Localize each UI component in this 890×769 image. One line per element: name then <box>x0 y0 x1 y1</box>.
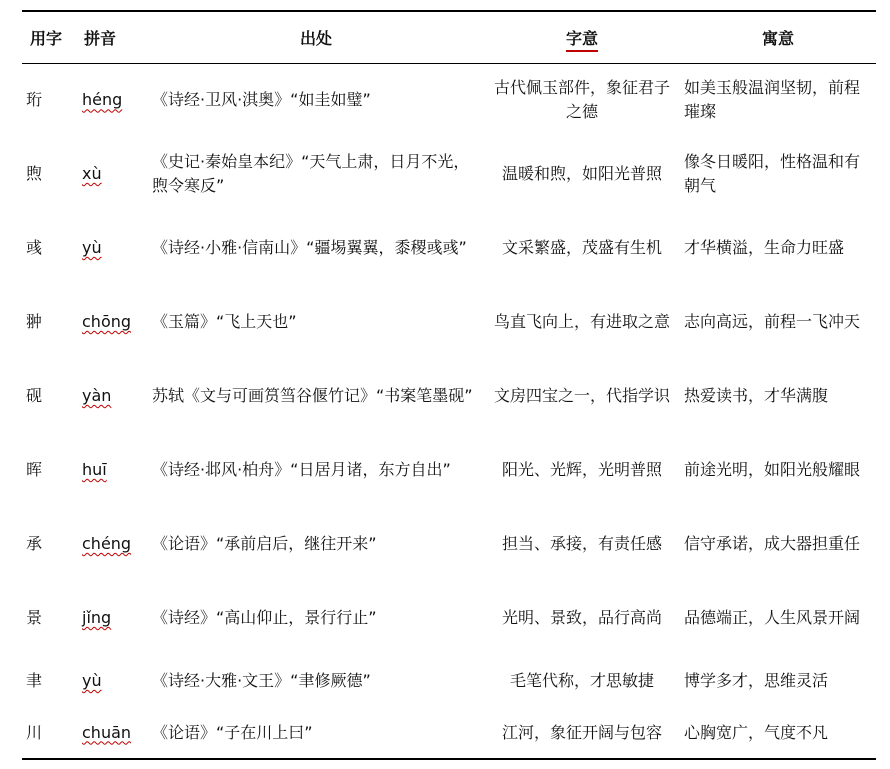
table-row <box>22 581 876 655</box>
meaning-cell: 毛笔代称，才思敏捷 <box>509 671 654 690</box>
char-cell: 翀 <box>26 312 43 331</box>
source-cell: 《论语》“子在川上曰” <box>152 722 313 742</box>
pinyin-cell <box>78 285 148 359</box>
implication-cell: 心胸宽广，气度不凡 <box>684 722 829 742</box>
implication-cell: 志向高远，前程一飞冲天 <box>684 312 861 331</box>
table-row <box>22 137 876 211</box>
meaning-cell: 古代佩玉部件，象征君子之德 <box>493 78 670 122</box>
table-header-row <box>22 11 876 63</box>
pinyin-text: yù <box>82 238 102 257</box>
meaning-cell: 文采繁盛，茂盛有生机 <box>501 238 662 257</box>
pinyin-cell <box>78 211 148 285</box>
table-row <box>22 655 876 707</box>
char-cell: 承 <box>26 534 43 553</box>
char-cell: 砚 <box>26 386 43 405</box>
pinyin-text: yàn <box>82 386 112 405</box>
source-cell: 《诗经》“高山仰止，景行行止” <box>152 608 377 627</box>
char-cell: 晖 <box>26 460 43 479</box>
meaning-cell: 鸟直飞向上，有进取之意 <box>493 312 670 331</box>
table-row <box>22 63 876 137</box>
char-cell: 景 <box>26 608 43 627</box>
pinyin-text: chéng <box>82 534 132 553</box>
pinyin-text: chōng <box>82 312 132 331</box>
meaning-cell: 文房四宝之一，代指学识 <box>493 386 670 405</box>
source-cell: 苏轼《文与可画筼筜谷偃竹记》“书案笔墨砚” <box>152 386 473 405</box>
source-cell: 《玉篇》“飞上天也” <box>152 312 297 331</box>
implication-cell: 如美玉般温润坚韧，前程璀璨 <box>684 78 861 122</box>
pinyin-cell <box>78 433 148 507</box>
source-cell: 《史记·秦始皇本纪》“天气上肃，日月不光，煦令寒反” <box>152 152 470 195</box>
pinyin-text: chuān <box>82 722 132 742</box>
meaning-cell: 温暖和煦，如阳光普照 <box>501 164 662 183</box>
pinyin-cell <box>78 655 148 707</box>
table-row <box>22 507 876 581</box>
source-cell: 《诗经·大雅·文王》“聿修厥德” <box>152 671 371 690</box>
source-cell: 《诗经·卫风·淇奥》“如圭如璧” <box>152 90 371 110</box>
pinyin-cell <box>78 581 148 655</box>
pinyin-cell <box>78 359 148 433</box>
table-row <box>22 359 876 433</box>
pinyin-cell <box>78 137 148 211</box>
header-char: 用字 <box>30 28 63 48</box>
pinyin-text: huī <box>82 460 107 479</box>
implication-cell: 博学多才，思维灵活 <box>684 671 829 690</box>
pinyin-text: yù <box>82 671 102 690</box>
pinyin-cell <box>78 63 148 137</box>
table-row <box>22 285 876 359</box>
meaning-cell: 担当、承接，有责任感 <box>501 534 662 553</box>
header-source: 出处 <box>299 28 332 48</box>
char-cell: 彧 <box>26 238 43 257</box>
source-cell: 《诗经·小雅·信南山》“疆埸翼翼，黍稷彧彧” <box>152 238 467 257</box>
implication-cell: 才华横溢，生命力旺盛 <box>684 238 845 257</box>
char-cell: 聿 <box>26 671 43 690</box>
header-meaning-label: 字意 <box>566 29 598 52</box>
char-cell: 川 <box>26 722 43 742</box>
name-characters-table <box>22 10 876 760</box>
source-cell: 《论语》“承前启后，继往开来” <box>152 534 377 553</box>
header-implication: 寓意 <box>761 28 794 48</box>
char-cell: 珩 <box>26 90 43 110</box>
pinyin-text: jǐng <box>82 608 112 627</box>
implication-cell: 像冬日暖阳，性格温和有朝气 <box>684 152 861 195</box>
implication-cell: 信守承诺，成大器担重任 <box>684 534 861 553</box>
table-row <box>22 433 876 507</box>
char-cell: 煦 <box>26 164 43 183</box>
header-pinyin: 拼音 <box>84 28 117 48</box>
pinyin-text: xù <box>82 164 102 183</box>
meaning-cell: 江河，象征开阔与包容 <box>501 722 662 742</box>
pinyin-cell <box>78 707 148 759</box>
header-meaning <box>484 11 680 63</box>
implication-cell: 热爱读书，才华满腹 <box>684 386 829 405</box>
table-row <box>22 211 876 285</box>
table-row <box>22 707 876 759</box>
source-cell: 《诗经·邶风·柏舟》“日居月诸，东方自出” <box>152 460 451 479</box>
table-body <box>22 63 876 759</box>
pinyin-text: héng <box>82 90 123 110</box>
meaning-cell: 光明、景致，品行高尚 <box>501 608 662 627</box>
pinyin-cell <box>78 507 148 581</box>
implication-cell: 前途光明，如阳光般耀眼 <box>684 460 861 479</box>
implication-cell: 品德端正，人生风景开阔 <box>684 608 861 627</box>
meaning-cell: 阳光、光辉，光明普照 <box>501 460 662 479</box>
